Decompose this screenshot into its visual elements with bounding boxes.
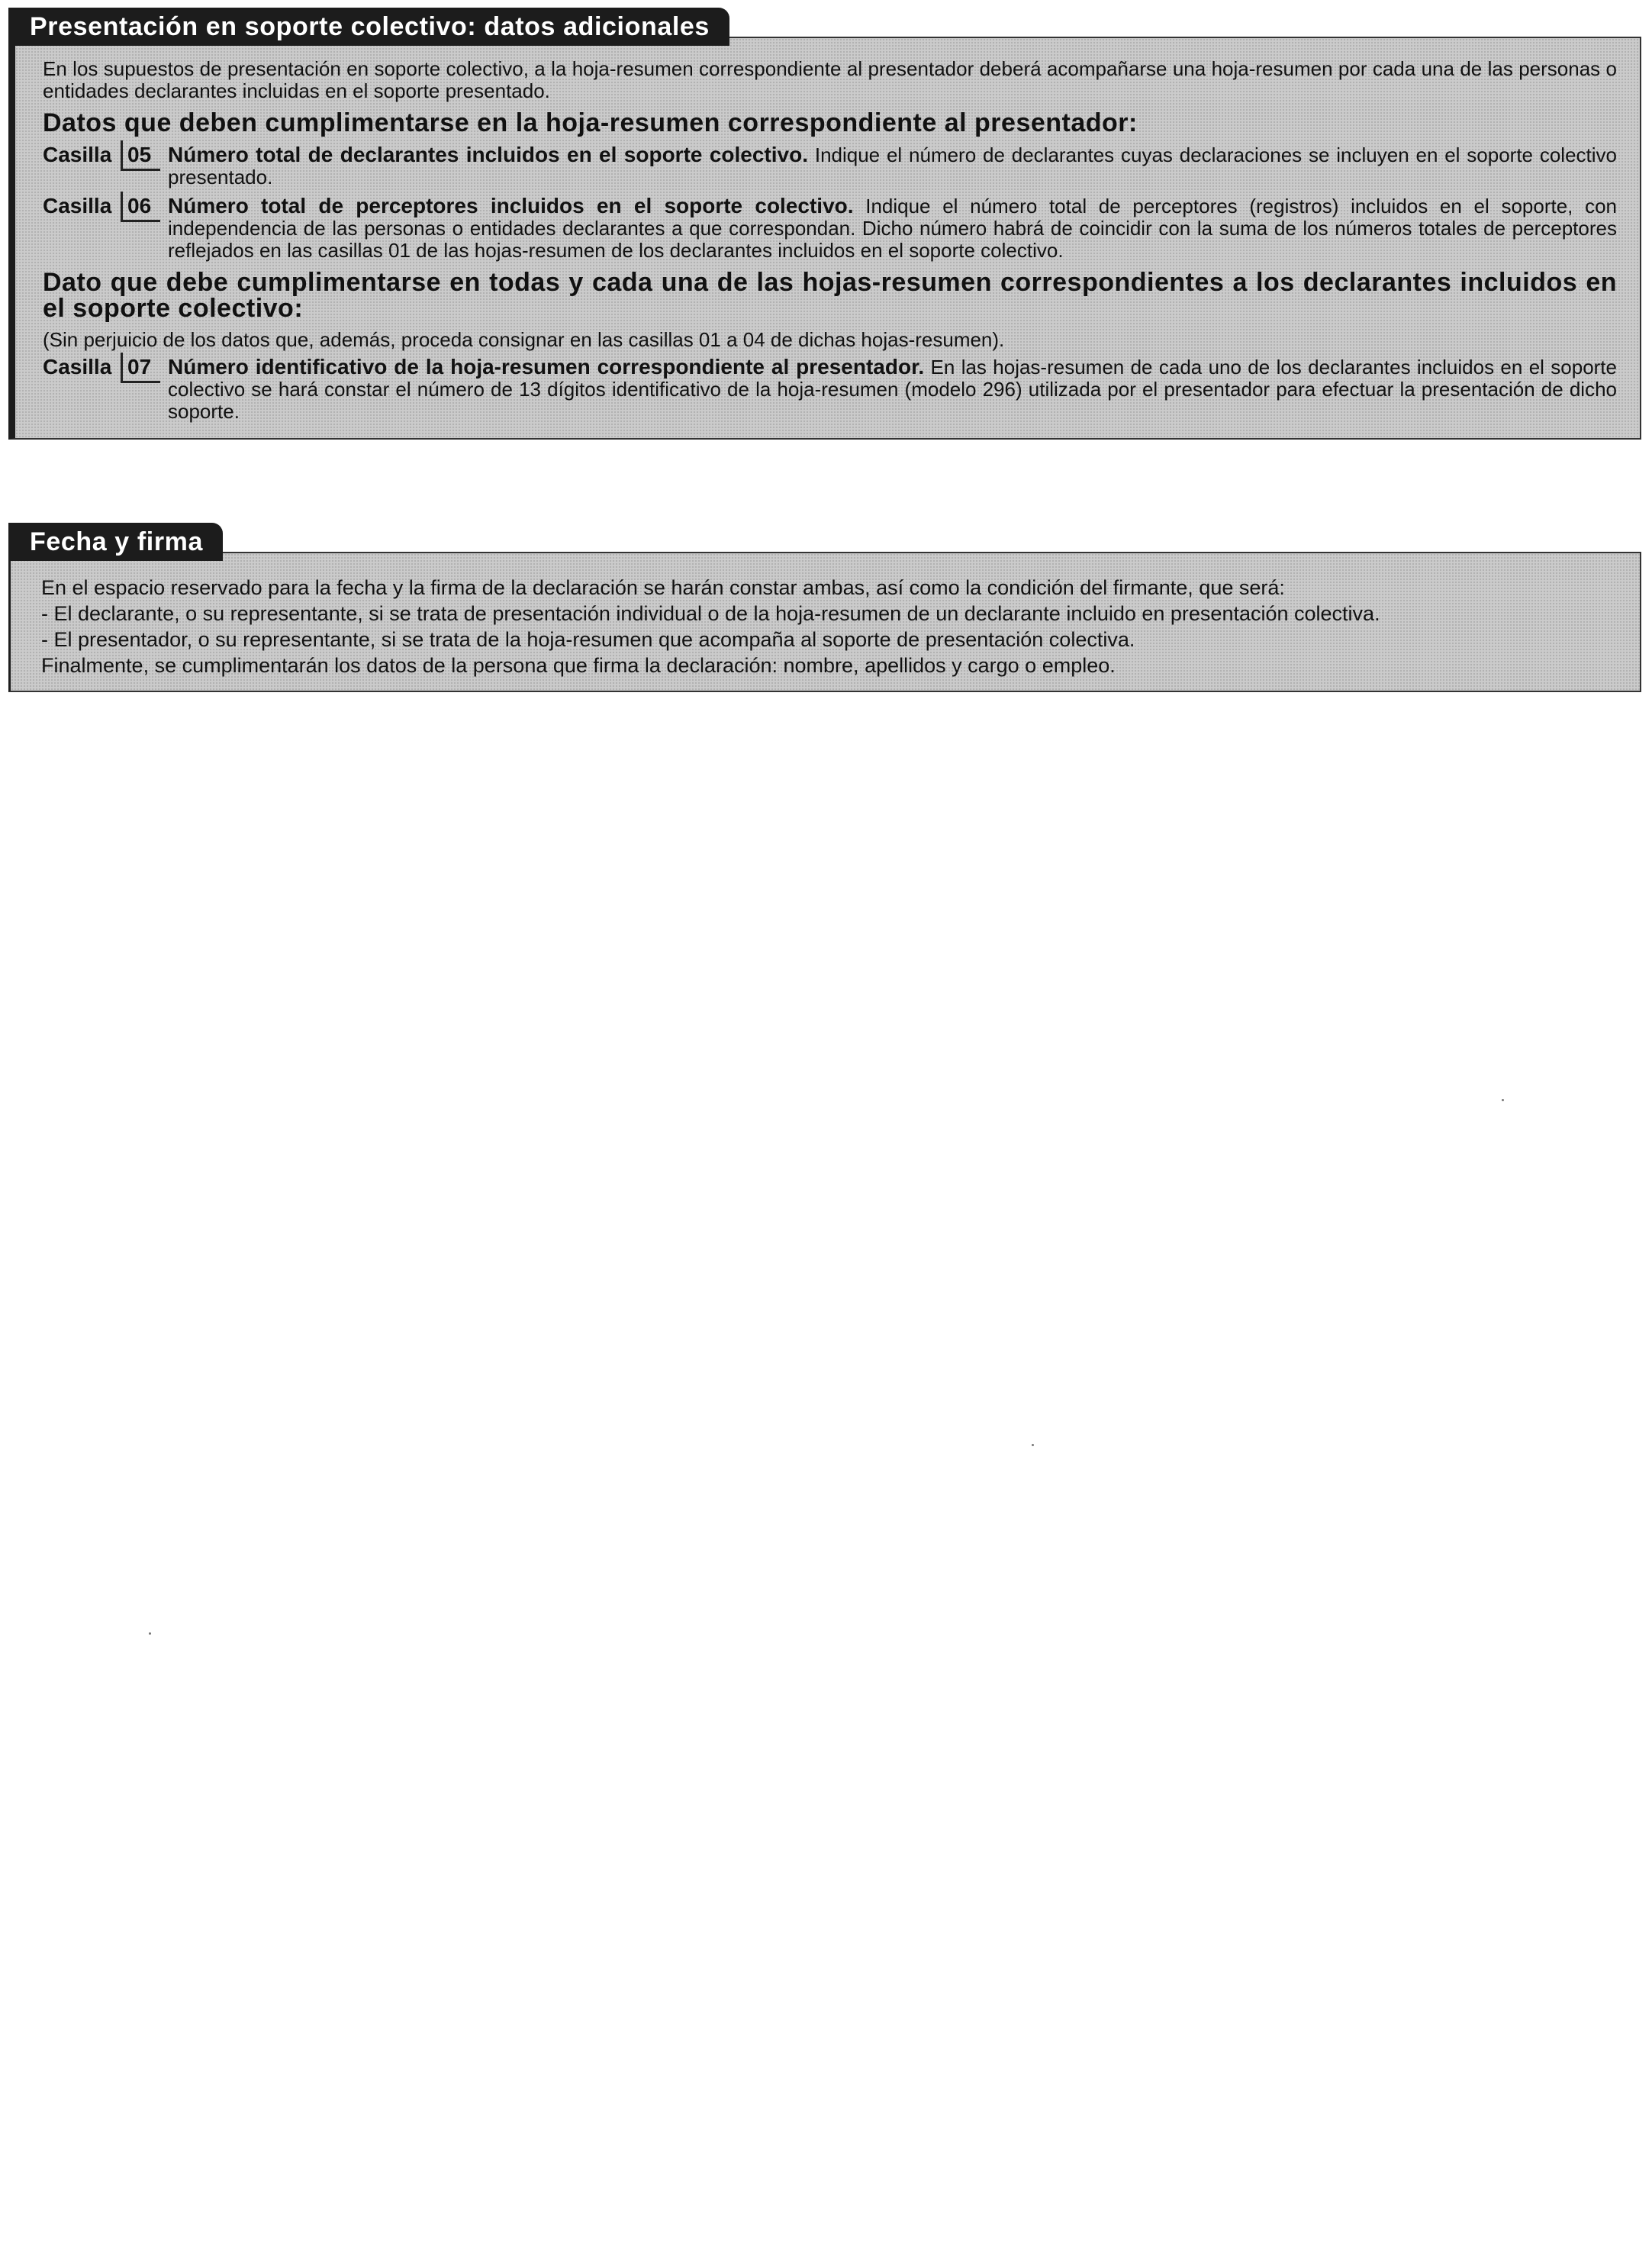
firma-line: - El declarante, o su representante, si se trata de presentación individual o de la hoja-resumen de un declarante incluido en presentación colectiva.	[41, 602, 1380, 625]
casilla-title: Número total de declarantes incluidos en el soporte colectivo.	[168, 143, 809, 166]
casilla-number-box: 05	[121, 140, 160, 171]
casilla-07-row	[43, 356, 1617, 423]
firma-line: En el espacio reservado para la fecha y la firma de la declaración se harán constar ambas, así como la condición del firmante, que será:	[41, 576, 1285, 599]
section-fecha-firma	[8, 523, 1641, 692]
casilla-title: Número total de perceptores incluidos en el soporte colectivo.	[168, 194, 854, 217]
casilla-description	[168, 143, 1617, 188]
section-soporte-colectivo	[8, 8, 1641, 440]
casilla-number-box: 07	[121, 353, 160, 383]
casilla-description	[168, 195, 1617, 262]
firma-line: - El presentador, o su representante, si se trata de la hoja-resumen que acompaña al soporte de presentación colectiva.	[41, 628, 1135, 651]
casilla-label: Casilla	[43, 143, 112, 166]
casilla-06-row	[43, 195, 1617, 262]
casilla-title: Número identificativo de la hoja-resumen correspondiente al presentador.	[168, 355, 925, 379]
note-paragraph: (Sin perjuicio de los datos que, además, proceda consignar en las casillas 01 a 04 de dichas hojas-resumen).	[43, 328, 1005, 351]
heading-declarantes: Dato que debe cumplimentarse en todas y cada una de las hojas-resumen correspondientes a los declarantes incluidos en el soporte colectivo:	[43, 268, 1617, 323]
casilla-body: Indique el número de declarantes cuyas declaraciones se incluyen en el soporte colectivo presentado.	[168, 143, 1617, 188]
heading-presentador: Datos que deben cumplimentarse en la hoja-resumen correspondiente al presentador:	[43, 108, 1138, 137]
scan-speck	[149, 1632, 151, 1635]
casilla-label: Casilla	[43, 355, 112, 379]
section-title: Fecha y firma	[8, 523, 223, 561]
section-title: Presentación en soporte colectivo: datos adicionales	[8, 8, 729, 46]
section-body	[8, 37, 1641, 440]
casilla-05-row	[43, 143, 1617, 188]
casilla-description	[168, 356, 1617, 423]
casilla-number-box: 06	[121, 192, 160, 222]
casilla-body: En las hojas-resumen de cada uno de los declarantes incluidos en el soporte colectivo se hará constar el número de 13 dígitos identificativo de la hoja-resumen (modelo 296) utilizada por el presentador para efectuar la presentación de dicho soporte.	[168, 356, 1617, 423]
firma-line: Finalmente, se cumplimentarán los datos de la persona que firma la declaración: nombre, apellidos y cargo o empleo.	[41, 654, 1116, 677]
scan-speck	[1502, 1099, 1504, 1101]
casilla-body: Indique el número total de perceptores (registros) incluidos en el soporte, con independencia de las personas o entidades declarantes a que correspondan. Dicho número habrá de coincidir con la suma de los números totales de perceptores reflejados en las casillas 01 de las hojas-resumen de los declarantes incluidos en el soporte colectivo.	[168, 195, 1617, 262]
section-body	[8, 552, 1641, 692]
casilla-label: Casilla	[43, 194, 112, 217]
intro-paragraph: En los supuestos de presentación en soporte colectivo, a la hoja-resumen correspondiente al presentador deberá acompañarse una hoja-resumen por cada una de las personas o entidades declarantes incluidas en el soporte presentado.	[43, 57, 1617, 102]
scan-speck	[1032, 1444, 1034, 1446]
